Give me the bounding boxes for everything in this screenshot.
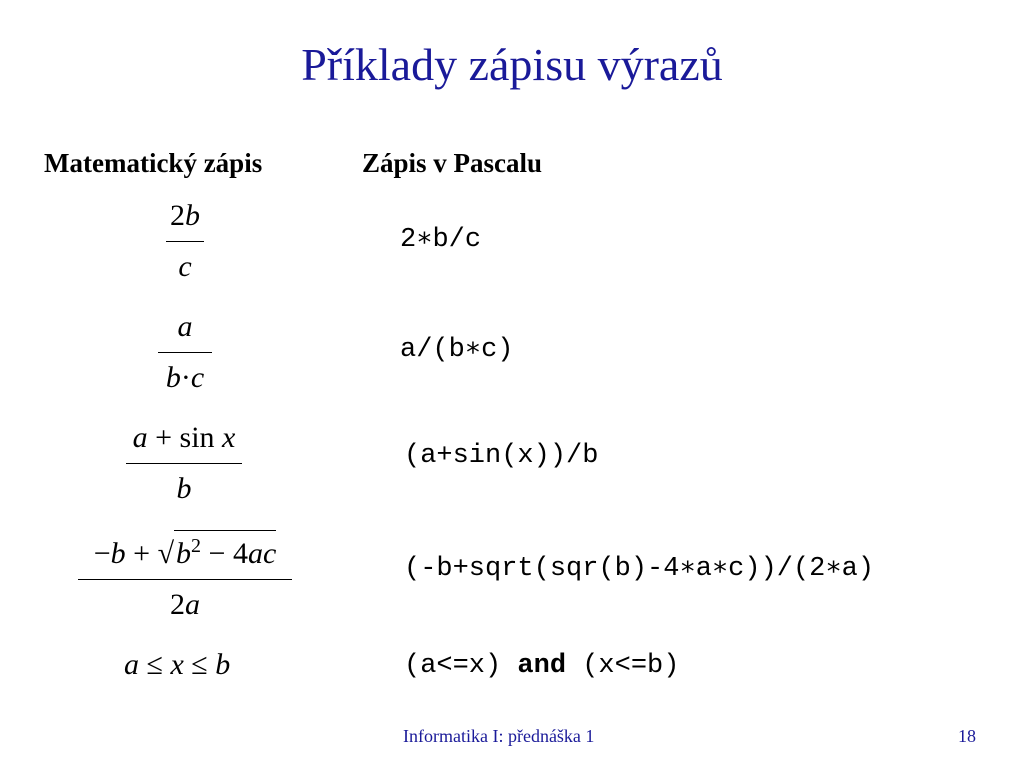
pascal-expression-1: 2∗b/c bbox=[400, 225, 482, 255]
pascal-right: (x<=b) bbox=[566, 651, 680, 681]
pascal-keyword-and: and bbox=[517, 651, 567, 681]
numerator: a + sin x bbox=[132, 421, 236, 454]
denominator: c bbox=[178, 250, 192, 283]
math-expression-5: a ≤ x ≤ b bbox=[124, 648, 231, 681]
pascal-left: (a<=x) bbox=[404, 651, 518, 681]
math-expression-1 bbox=[166, 198, 204, 285]
fraction-bar bbox=[78, 579, 292, 580]
math-expression-3 bbox=[126, 420, 242, 507]
math-expression-2 bbox=[158, 309, 212, 396]
math-column-header: Matematický zápis bbox=[44, 148, 263, 178]
footer-page-number: 18 bbox=[958, 726, 976, 746]
denominator: 2a bbox=[170, 588, 200, 621]
numerator: a bbox=[177, 310, 193, 343]
numerator: $-b + √b^2 - 4ac$ bbox=[78, 530, 292, 572]
numerator: 2b bbox=[170, 199, 200, 232]
denominator: b bbox=[176, 472, 192, 505]
pascal-expression-2: a/(b∗c) bbox=[400, 335, 514, 365]
footer-course: Informatika I: přednáška 1 bbox=[403, 726, 595, 746]
math-expression-4 bbox=[78, 530, 292, 623]
pascal-column-header: Zápis v Pascalu bbox=[362, 148, 543, 178]
pascal-expression-4: (-b+sqrt(sqr(b)-4∗a∗c))/(2∗a) bbox=[404, 554, 875, 584]
slide-title: Příklady zápisu výrazů bbox=[301, 39, 723, 90]
pascal-expression-5 bbox=[404, 651, 679, 681]
pascal-expression-3: (a+sin(x))/b bbox=[404, 441, 599, 471]
denominator: b·c bbox=[165, 361, 205, 394]
square-root: $√b^2 - 4ac$ bbox=[158, 530, 277, 572]
fraction-bar bbox=[126, 463, 242, 464]
fraction-bar bbox=[158, 352, 212, 353]
fraction-bar bbox=[166, 241, 204, 242]
